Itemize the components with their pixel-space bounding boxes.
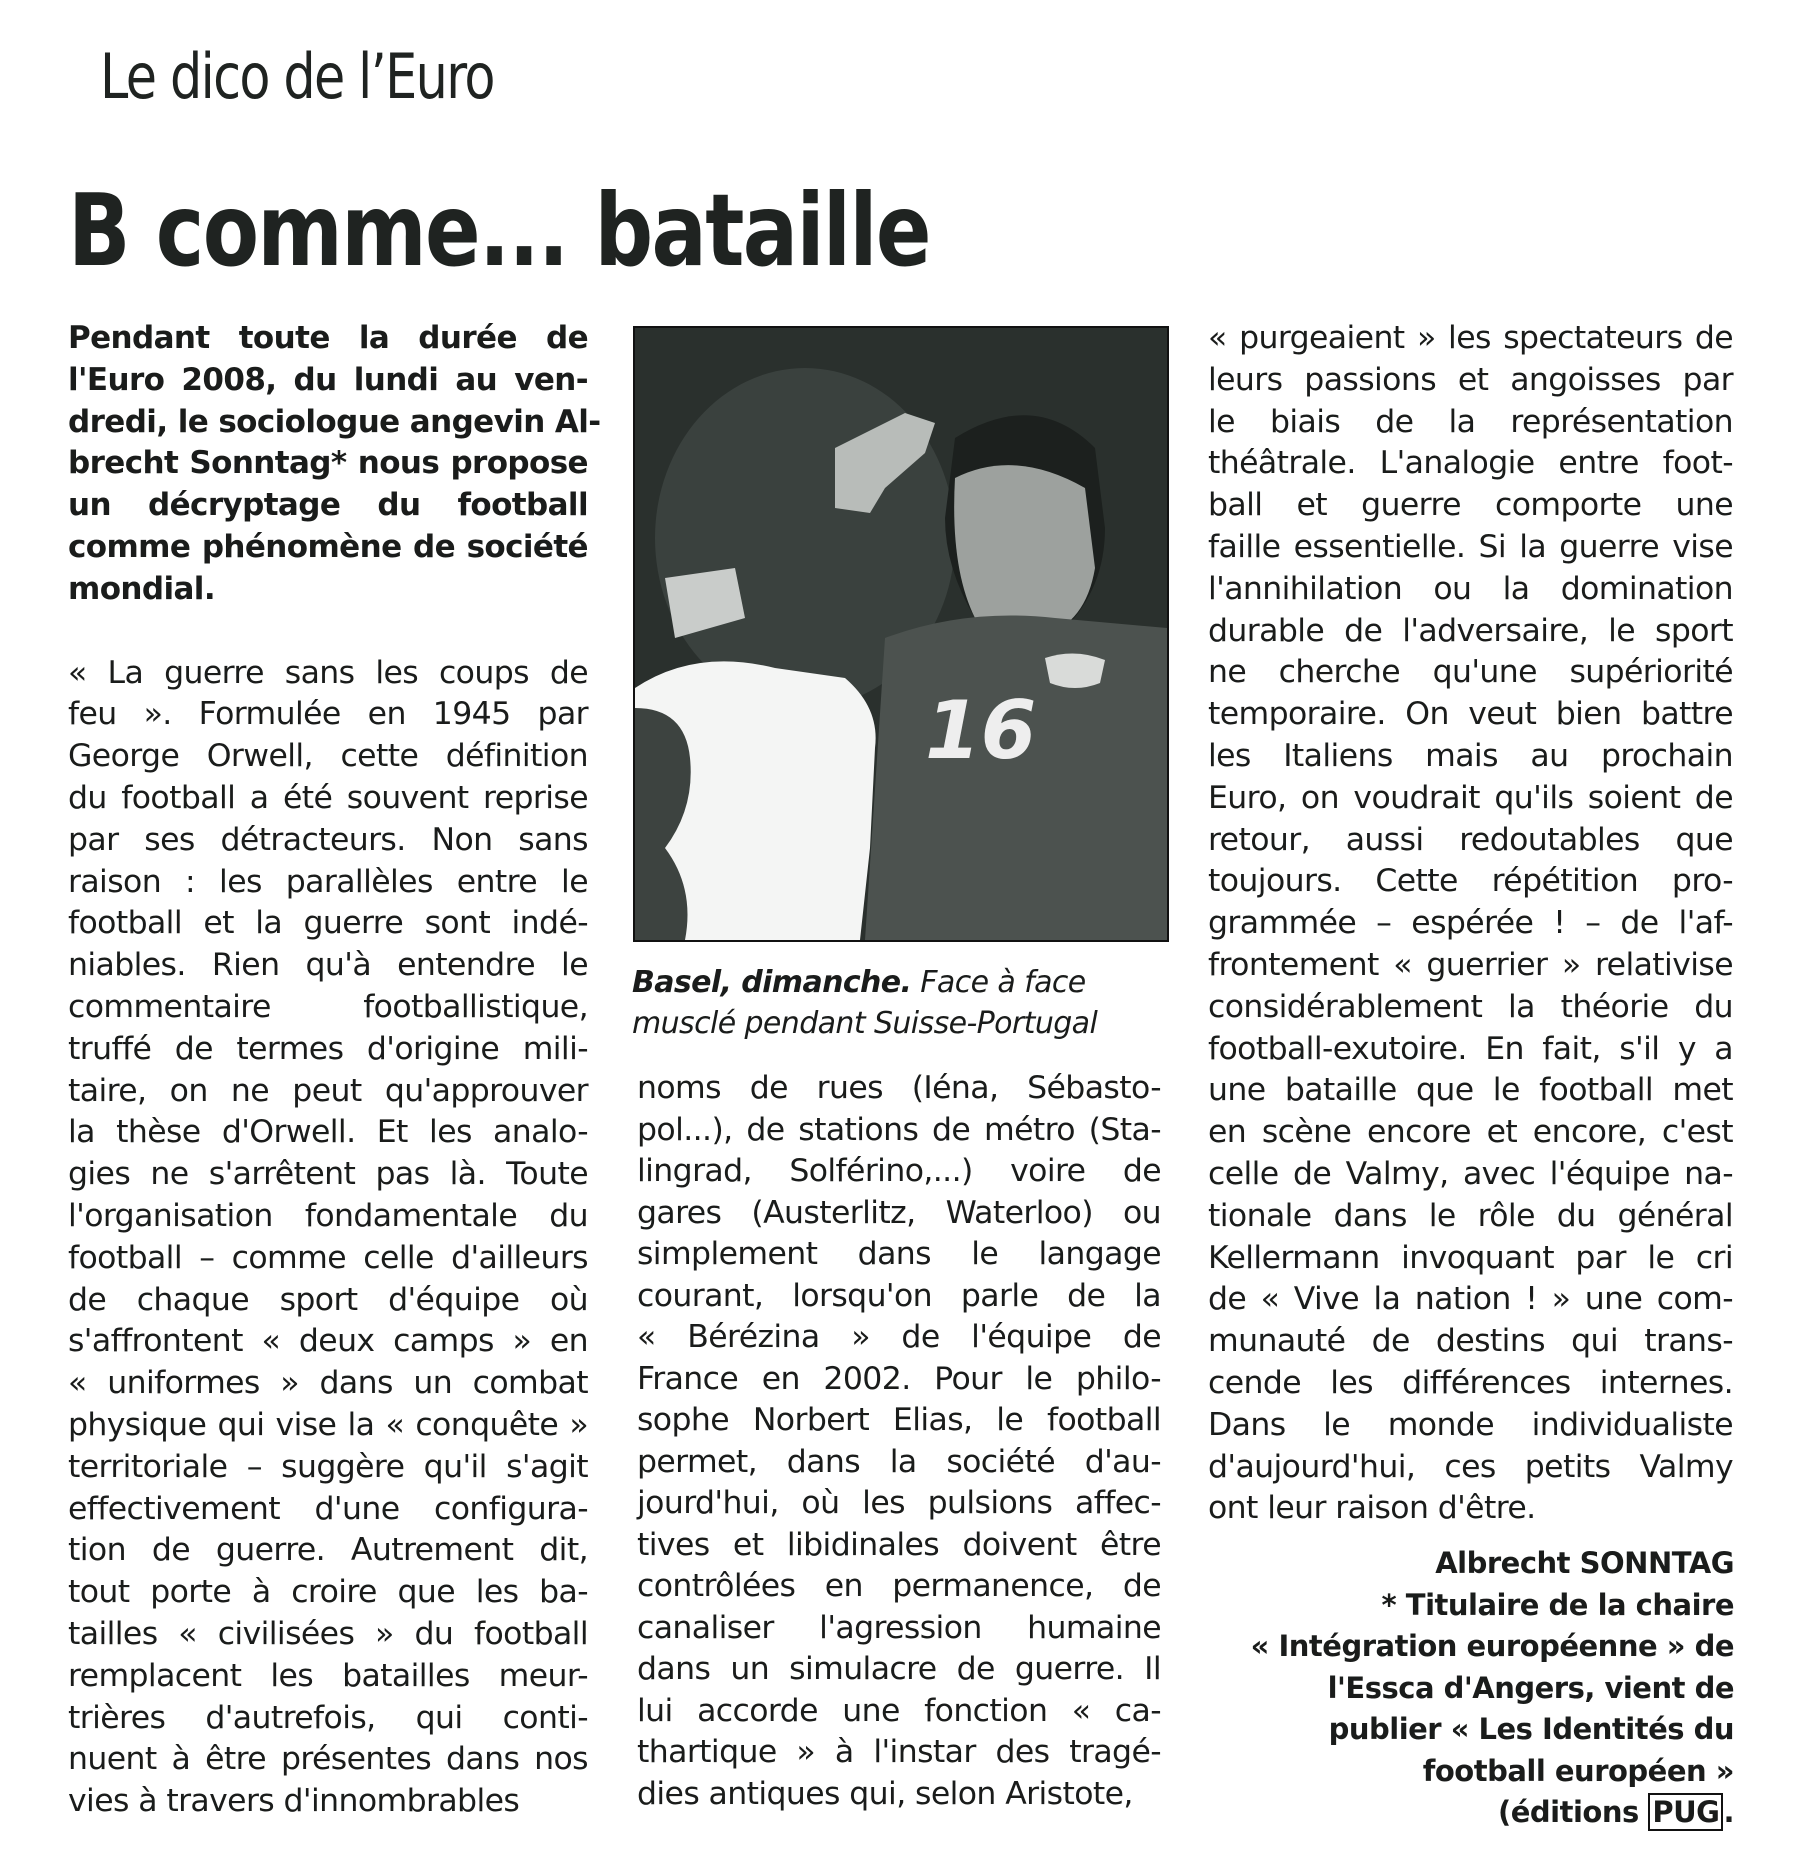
section-kicker: Le dico de l’Euro: [100, 40, 494, 113]
author-signature: [1251, 1543, 1734, 1834]
text-line: les Italiens mais au prochain: [1208, 737, 1733, 774]
photo-illustration: [635, 328, 1167, 940]
text-line: truffé de termes d'origine mili-: [68, 1030, 588, 1067]
text-line: toujours. Cette répétition pro-: [1208, 863, 1733, 900]
text-line: « La guerre sans les coups de: [68, 654, 588, 691]
text-line: celle de Valmy, avec l'équipe na-: [1208, 1155, 1733, 1192]
body-paragraph-3: [1208, 318, 1733, 1530]
text-line: l'organisation fondamentale du: [68, 1197, 588, 1234]
text-line: « Bérézina » de l'équipe de: [637, 1319, 1161, 1355]
caption-location: Basel, dimanche.: [632, 965, 912, 1000]
text-line: de « Vive la nation ! » une com-: [1208, 1281, 1733, 1318]
text-line: tout porte à croire que les ba-: [68, 1574, 588, 1611]
text-line: George Orwell, cette définition: [68, 738, 588, 775]
text-line: du football a été souvent reprise: [68, 779, 588, 816]
text-line: s'affrontent « deux camps » en: [68, 1323, 588, 1360]
note-line: football européen »: [1422, 1753, 1734, 1788]
text-line: tionale dans le rôle du général: [1208, 1197, 1733, 1234]
text-line: en scène encore et encore, c'est: [1208, 1114, 1733, 1151]
text-line: tailles « civilisées » du football: [68, 1615, 588, 1652]
text-line: de chaque sport d'équipe où: [68, 1281, 588, 1318]
publisher-line: (éditions PUG .: [1498, 1795, 1734, 1829]
text-line: par ses détracteurs. Non sans: [68, 821, 588, 858]
text-line: temporaire. On veut bien battre: [1208, 696, 1733, 733]
author-name: Albrecht SONNTAG: [1435, 1546, 1734, 1580]
photo-footballers: [633, 326, 1169, 942]
text-line: football-exutoire. En fait, s'il y a: [1208, 1030, 1733, 1067]
text-line: ne cherche qu'une supériorité: [1208, 654, 1733, 691]
text-line: thartique » à l'instar des tragé-: [637, 1734, 1161, 1770]
publisher-name: PUG: [1648, 1793, 1723, 1831]
lead-paragraph: [68, 318, 601, 611]
text-line: d'aujourd'hui, ces petits Valmy: [1208, 1448, 1733, 1485]
text-line: permet, dans la société d'au-: [637, 1443, 1161, 1480]
text-line: Kellermann invoquant par le cri: [1208, 1239, 1733, 1276]
caption-text: Face à face musclé pendant Suisse-Portugal: [632, 965, 1098, 1041]
text-line: tives et libidinales doivent être: [637, 1526, 1161, 1563]
text-line: tion de guerre. Autrement dit,: [68, 1532, 588, 1569]
text-line: dredi, le sociologue angevin Al-: [68, 403, 601, 440]
text-line: mondial.: [68, 570, 216, 607]
text-line: faille essentielle. Si la guerre vise: [1208, 528, 1733, 565]
note-line: « Intégration européenne » de: [1250, 1629, 1734, 1663]
text-line: gares (Austerlitz, Waterloo) ou: [637, 1194, 1161, 1231]
text-line: sophe Norbert Elias, le football: [637, 1402, 1161, 1438]
text-line: territoriale – suggère qu'il s'agit: [68, 1448, 588, 1485]
text-line: jourd'hui, où les pulsions affec-: [637, 1485, 1161, 1521]
text-line: grammée – espérée ! – de l'af-: [1208, 905, 1733, 942]
text-line: cende les différences internes.: [1208, 1364, 1733, 1401]
text-line: ont leur raison d'être.: [1208, 1490, 1536, 1527]
text-line: leurs passions et angoisses par: [1208, 361, 1733, 398]
text-line: une bataille que le football met: [1208, 1072, 1733, 1109]
text-line: raison : les parallèles entre le: [68, 863, 588, 900]
text-line: lingrad, Solférino,...) voire de: [637, 1153, 1161, 1189]
note-line: l'Essca d'Angers, vient de: [1327, 1670, 1734, 1705]
text-line: football – comme celle d'ailleurs: [68, 1239, 588, 1276]
text-line: la thèse d'Orwell. Et les analo-: [68, 1114, 588, 1151]
author-note: [1251, 1585, 1734, 1793]
note-line: publier « Les Identités du: [1328, 1712, 1734, 1746]
text-line: l'Euro 2008, du lundi au ven-: [68, 361, 588, 398]
text-line: frontement « guerrier » relativise: [1208, 946, 1733, 983]
text-line: gies ne s'arrêtent pas là. Toute: [68, 1156, 588, 1193]
text-line: vies à travers d'innombrables: [68, 1783, 520, 1820]
text-line: noms de rues (Iéna, Sébasto-: [637, 1070, 1161, 1106]
text-line: ball et guerre comporte une: [1208, 487, 1733, 524]
text-line: feu ». Formulée en 1945 par: [68, 696, 588, 733]
text-line: retour, aussi redoutables que: [1208, 821, 1733, 858]
text-line: « purgeaient » les spectateurs de: [1208, 320, 1733, 356]
text-line: dans un simulacre de guerre. Il: [637, 1651, 1161, 1687]
text-line: le biais de la représentation: [1208, 403, 1733, 440]
headline: B comme... bataille: [68, 172, 930, 289]
text-line: Dans le monde individualiste: [1208, 1406, 1733, 1443]
text-line: France en 2002. Pour le philo-: [637, 1360, 1161, 1397]
text-line: durable de l'adversaire, le sport: [1208, 612, 1733, 649]
photo-caption: [632, 962, 1172, 1044]
text-line: remplacent les batailles meur-: [68, 1657, 588, 1694]
text-line: trières d'autrefois, qui conti-: [68, 1699, 588, 1736]
text-line: commentaire footballistique,: [68, 988, 588, 1025]
text-line: Euro, on voudrait qu'ils soient de: [1208, 779, 1733, 816]
text-line: contrôlées en permanence, de: [637, 1568, 1161, 1604]
column-1: [68, 318, 601, 1823]
text-line: dies antiques qui, selon Aristote,: [637, 1775, 1133, 1812]
text-line: l'annihilation ou la domination: [1208, 570, 1733, 607]
text-line: un décryptage du football: [68, 487, 588, 524]
text-line: munauté de destins qui trans-: [1208, 1323, 1733, 1360]
column-2: [637, 1068, 1161, 1815]
text-line: pol...), de stations de métro (Sta-: [637, 1111, 1161, 1148]
text-line: canaliser l'agression humaine: [637, 1609, 1161, 1646]
text-line: théâtrale. L'analogie entre foot-: [1208, 445, 1733, 482]
text-line: niables. Rien qu'à entendre le: [68, 947, 588, 984]
jersey-number: 16: [925, 684, 1037, 777]
text-line: comme phénomène de société: [68, 528, 588, 565]
text-line: physique qui vise la « conquête »: [68, 1406, 588, 1443]
text-line: « uniformes » dans un combat: [68, 1365, 588, 1402]
body-paragraph-1: [68, 653, 588, 1823]
text-line: taire, on ne peut qu'approuver: [68, 1072, 588, 1109]
text-line: simplement dans le langage: [637, 1236, 1161, 1272]
text-line: considérablement la théorie du: [1208, 988, 1733, 1025]
text-line: nuent à être présentes dans nos: [68, 1741, 588, 1778]
text-line: brecht Sonntag* nous propose: [68, 445, 588, 482]
text-line: lui accorde une fonction « ca-: [637, 1692, 1161, 1729]
column-3: [1208, 318, 1733, 1530]
text-line: effectivement d'une configura-: [68, 1490, 588, 1527]
text-line: courant, lorsqu'on parle de la: [637, 1277, 1161, 1314]
text-line: Pendant toute la durée de: [68, 320, 588, 356]
note-line: * Titulaire de la chaire: [1381, 1587, 1734, 1622]
text-line: football et la guerre sont indé-: [68, 905, 588, 942]
